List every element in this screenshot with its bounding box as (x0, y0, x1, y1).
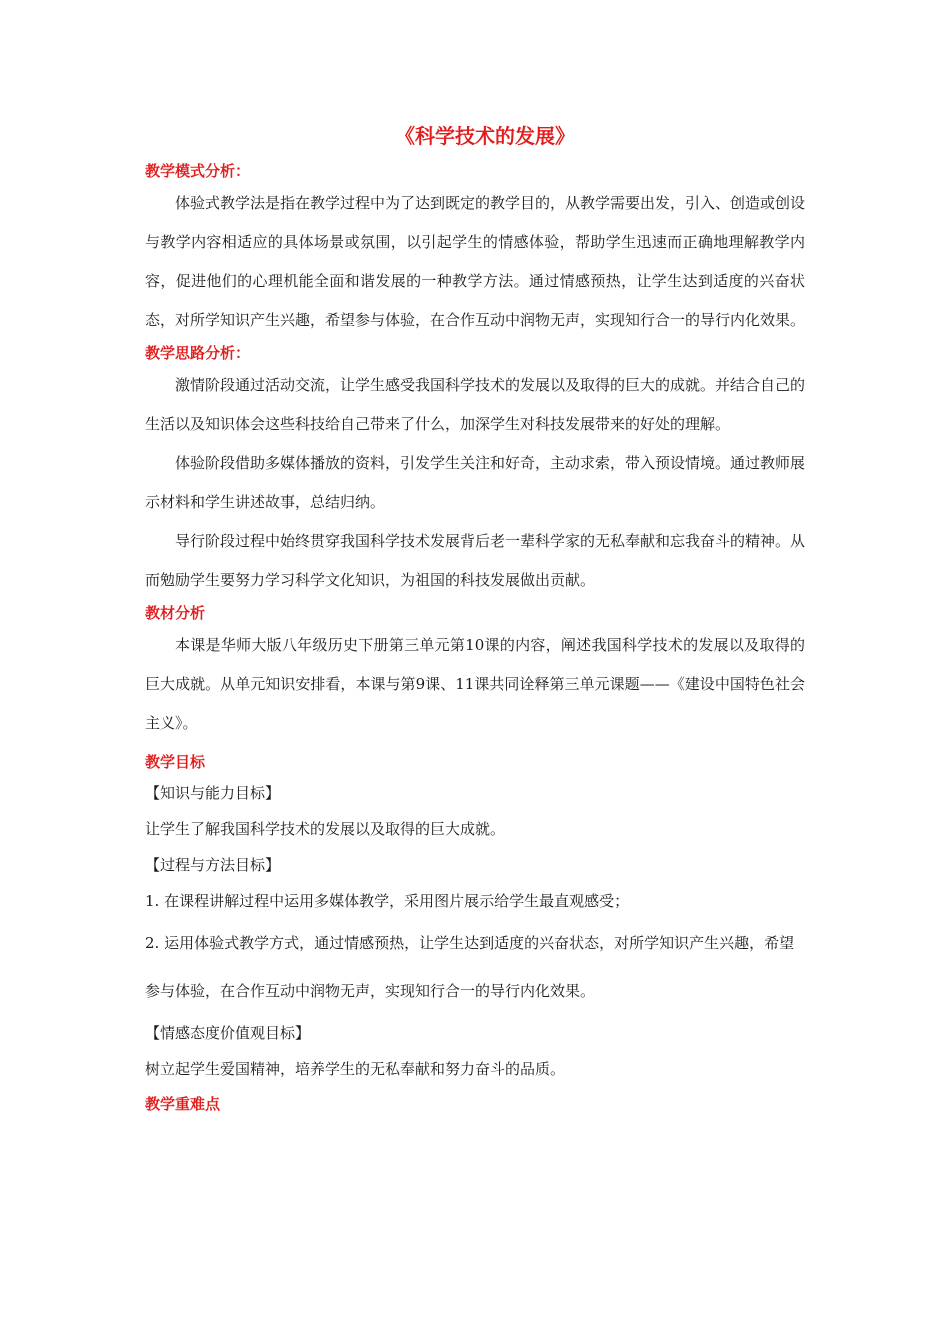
paragraph-approach-2: 体验阶段借助多媒体播放的资料，引发学生关注和好奇，主动求索，带入预设情境。通过教师展示材料和学生讲述故事，总结归纳。 (145, 454, 806, 511)
section-heading-difficulty: 教学重难点 (145, 1095, 221, 1113)
goal-text-emotion: 树立起学生爱国精神，培养学生的无私奉献和努力奋斗的品质。 (145, 1060, 566, 1078)
process-item-2: 2. 运用体验式教学方式，通过情感预热，让学生达到适度的兴奋状态，对所学知识产生兴趣，希望参与体验，在合作互动中润物无声，实现知行合一的导行内化效果。 (145, 934, 795, 1000)
goal-label-emotion: 【情感态度价值观目标】 (145, 1024, 311, 1042)
section-heading-mode: 教学模式分析： (145, 162, 251, 180)
goal-text-knowledge: 让学生了解我国科学技术的发展以及取得的巨大成就。 (145, 820, 506, 838)
goal-label-process: 【过程与方法目标】 (145, 856, 281, 874)
document-page (145, 118, 805, 1117)
paragraph-approach-3: 导行阶段过程中始终贯穿我国科学技术发展背后老一辈科学家的无私奉献和忘我奋斗的精神。从而勉励学生要努力学习科学文化知识，为祖国的科技发展做出贡献。 (145, 532, 806, 589)
process-item-1: 1. 在课程讲解过程中运用多媒体教学，采用图片展示给学生最直观感受； (145, 892, 630, 910)
goal-label-knowledge: 【知识与能力目标】 (145, 784, 281, 802)
section-heading-approach: 教学思路分析： (145, 344, 251, 362)
paragraph-mode: 体验式教学法是指在教学过程中为了达到既定的教学目的，从教学需要出发，引入、创造或创设与教学内容相适应的具体场景或氛围，以引起学生的情感体验，帮助学生迅速而正确地理解教学内容，促进他们的心理机能全面和谐发展的一种教学方法。通过情感预热，让学生达到适度的兴奋状态，对所学知识产生兴趣，希望参与体验，在合作互动中润物无声，实现知行合一的导行内化效果。 (145, 194, 806, 329)
section-heading-textbook: 教材分析 (145, 604, 206, 622)
section-heading-goals: 教学目标 (145, 753, 206, 771)
document-title: 《科学技术的发展》 (395, 124, 575, 148)
paragraph-approach-1: 激情阶段通过活动交流，让学生感受我国科学技术的发展以及取得的巨大的成就。并结合自己的生活以及知识体会这些科技给自己带来了什么，加深学生对科技发展带来的好处的理解。 (145, 376, 806, 433)
paragraph-textbook: 本课是华师大版八年级历史下册第三单元第10课的内容，阐述我国科学技术的发展以及取得的巨大成就。从单元知识安排看，本课与第9课、11课共同诠释第三单元课题——《建设中国特色社会主义》。 (145, 636, 805, 732)
